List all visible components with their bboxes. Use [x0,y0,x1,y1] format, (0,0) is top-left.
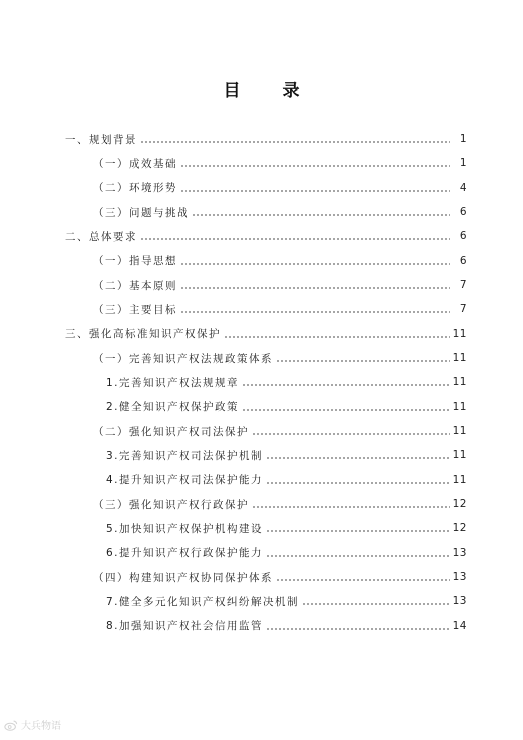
toc-page-number: 6 [459,254,467,267]
toc-dot-leader [242,402,450,414]
toc-entry-label: （三）强化知识产权行政保护 [93,498,249,511]
toc-dot-leader [266,450,450,462]
toc-page-number: 7 [459,303,467,316]
toc-page-number: 13 [452,595,467,608]
toc-page-number: 1 [459,133,467,146]
toc-page-number: 13 [452,571,467,584]
toc-entry-label: （三）主要目标 [93,303,177,316]
toc-page-number: 11 [452,376,467,389]
toc-page-number: 11 [452,425,467,438]
toc-entry-label: 6.提升知识产权行政保护能力 [106,547,264,560]
toc-dot-leader [302,596,450,608]
toc-dot-leader [242,377,450,389]
watermark-text: 大兵物语 [21,721,61,732]
toc-entry[interactable] [0,589,523,613]
toc-entry-label: （一）成效基础 [93,157,177,170]
toc-page-number: 13 [452,546,467,559]
toc-entry[interactable] [0,249,523,273]
toc-dot-leader [192,207,450,219]
toc-entry-label: 三、强化高标准知识产权保护 [65,328,221,341]
toc-dot-leader [180,183,450,195]
toc-page-number: 11 [452,352,467,365]
toc-entry[interactable] [0,492,523,516]
toc-dot-leader [266,523,450,535]
toc-dot-leader [140,134,450,146]
toc-entry-label: 2.健全知识产权保护政策 [106,401,240,414]
toc-entry[interactable] [0,273,523,297]
toc-entry[interactable] [0,224,523,248]
toc-entry[interactable] [0,346,523,370]
toc-entry-label: 8.加强知识产权社会信用监管 [106,620,264,633]
toc-entry[interactable] [0,297,523,321]
toc-entry-label: 1.完善知识产权法规规章 [106,376,240,389]
toc-page-number: 6 [459,230,467,243]
toc-dot-leader [224,329,450,341]
toc-entry[interactable] [0,614,523,638]
weibo-logo-icon [4,718,18,732]
toc-page-number: 1 [459,157,467,170]
toc-entry-label: 二、总体要求 [65,230,137,243]
toc-entry[interactable] [0,468,523,492]
toc-dot-leader [180,158,450,170]
toc-entry[interactable] [0,516,523,540]
toc-page-number: 11 [452,473,467,486]
table-of-contents [0,127,523,638]
toc-entry-label: 7.健全多元化知识产权纠纷解决机制 [106,595,300,608]
toc-page-number: 14 [452,619,467,632]
toc-entry-label: （二）环境形势 [93,182,177,195]
toc-entry[interactable] [0,565,523,589]
toc-entry[interactable] [0,322,523,346]
toc-entry-label: （二）强化知识产权司法保护 [93,425,249,438]
toc-page-number: 11 [452,400,467,413]
toc-dot-leader [266,475,450,487]
toc-page-number: 6 [459,206,467,219]
toc-entry-label: （一）指导思想 [93,255,177,268]
toc-dot-leader [180,304,450,316]
toc-entry[interactable] [0,541,523,565]
toc-dot-leader [252,426,450,438]
toc-page-number: 12 [452,498,467,511]
toc-entry[interactable] [0,395,523,419]
toc-dot-leader [276,353,450,365]
toc-dot-leader [266,548,450,560]
toc-page-number: 12 [452,522,467,535]
toc-entry[interactable] [0,419,523,443]
toc-page-number: 11 [452,327,467,340]
toc-dot-leader [180,280,450,292]
toc-dot-leader [252,499,450,511]
toc-page-number: 4 [459,181,467,194]
toc-entry-label: 3.完善知识产权司法保护机制 [106,449,264,462]
toc-entry-label: （一）完善知识产权法规政策体系 [93,352,273,365]
toc-entry-label: 一、规划背景 [65,133,137,146]
toc-entry-label: （四）构建知识产权协同保护体系 [93,571,273,584]
toc-dot-leader [140,231,450,243]
toc-entry[interactable] [0,200,523,224]
toc-entry-label: （二）基本原则 [93,279,177,292]
page-title: 目 录 [223,81,318,101]
toc-page-number: 11 [452,449,467,462]
toc-entry[interactable] [0,370,523,394]
toc-entry-label: 4.提升知识产权司法保护能力 [106,474,264,487]
toc-entry-label: 5.加快知识产权保护机构建设 [106,522,264,535]
toc-dot-leader [266,621,450,633]
toc-entry[interactable] [0,151,523,175]
toc-entry[interactable] [0,443,523,467]
toc-dot-leader [276,572,450,584]
watermark [4,717,61,732]
toc-dot-leader [180,256,450,268]
toc-entry[interactable] [0,127,523,151]
toc-entry[interactable] [0,176,523,200]
toc-entry-label: （三）问题与挑战 [93,206,189,219]
toc-page-number: 7 [459,279,467,292]
